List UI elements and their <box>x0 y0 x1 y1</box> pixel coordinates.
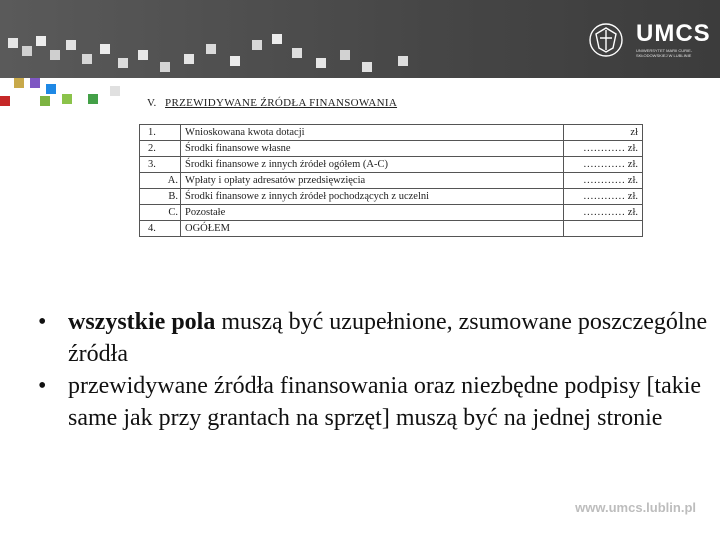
row-number: 2. <box>140 141 181 157</box>
table-row <box>140 125 643 141</box>
decor-square-green2 <box>88 94 98 104</box>
row-number: C. <box>140 205 181 221</box>
row-label: Środki finansowe z innych źródeł pochodzących z uczelni <box>181 189 564 205</box>
row-number: 4. <box>140 221 181 237</box>
section-title <box>147 97 397 109</box>
row-amount: zł <box>564 125 643 141</box>
decor-square <box>100 44 110 54</box>
decor-square <box>36 36 46 46</box>
row-amount: ………… zł. <box>564 141 643 157</box>
row-label: Pozostałe <box>181 205 564 221</box>
bullet-item <box>38 370 708 434</box>
decor-square <box>66 40 76 50</box>
row-amount: ………… zł. <box>564 189 643 205</box>
decor-square <box>230 56 240 66</box>
table-row <box>140 189 643 205</box>
financing-table <box>139 124 643 237</box>
decor-square-lightgreen <box>62 94 72 104</box>
decor-square <box>118 58 128 68</box>
decor-square <box>362 62 372 72</box>
bullet-item <box>38 306 708 370</box>
row-label: Środki finansowe własne <box>181 141 564 157</box>
section-heading: PRZEWIDYWANE ŹRÓDŁA FINANSOWANIA <box>165 97 398 109</box>
crest-icon <box>590 24 622 56</box>
footer-url: www.umcs.lublin.pl <box>575 500 696 515</box>
decor-square <box>82 54 92 64</box>
bullet-marker: • <box>38 309 47 335</box>
table-row <box>140 221 643 237</box>
decor-square <box>340 50 350 60</box>
table-row <box>140 173 643 189</box>
decor-square-purple <box>30 78 40 88</box>
decor-square <box>272 34 282 44</box>
row-label: Środki finansowe z innych źródeł ogółem (A-C) <box>181 157 564 173</box>
row-amount: ………… zł. <box>564 205 643 221</box>
decor-square-blue <box>46 84 56 94</box>
bullet-list <box>38 306 708 434</box>
bullet-text: przewidywane źródła finansowania oraz niezbędne podpisy [takie same jak przy grantach na sprzęt] muszą być na jednej stronie <box>68 373 702 431</box>
logo-name: UMCS <box>636 20 711 47</box>
decor-square <box>138 50 148 60</box>
decor-square <box>206 44 216 54</box>
decor-square <box>50 50 60 60</box>
row-number: 1. <box>140 125 181 141</box>
row-amount: ………… zł. <box>564 173 643 189</box>
decor-square <box>160 62 170 72</box>
row-amount <box>564 221 643 237</box>
row-number: B. <box>140 189 181 205</box>
table-row <box>140 205 643 221</box>
row-number: 3. <box>140 157 181 173</box>
decor-square <box>316 58 326 68</box>
table-row <box>140 141 643 157</box>
row-amount: ………… zł. <box>564 157 643 173</box>
decor-square-gold <box>14 78 24 88</box>
row-label: Wpłaty i opłaty adresatów przedsięwzięcia <box>181 173 564 189</box>
bullet-bold-text: wszystkie pola <box>68 309 216 335</box>
decor-square <box>398 56 408 66</box>
section-number: V. <box>147 97 157 109</box>
row-label: Wnioskowana kwota dotacji <box>181 125 564 141</box>
decor-square <box>22 46 32 56</box>
decor-square-grey <box>110 86 120 96</box>
row-label: OGÓŁEM <box>181 221 564 237</box>
logo-subtitle: UNIWERSYTET MARII CURIE-SKŁODOWSKIEJ W LUBLINIE <box>636 48 693 58</box>
row-number: A. <box>140 173 181 189</box>
decor-square <box>8 38 18 48</box>
decor-square-green <box>40 96 50 106</box>
decor-square <box>252 40 262 50</box>
decor-square <box>292 48 302 58</box>
bullet-text: muszą być uzupełnione, zsumowane poszczególne źródła <box>68 309 708 367</box>
table-row <box>140 157 643 173</box>
decor-square <box>184 54 194 64</box>
decor-square-red <box>0 96 10 106</box>
bullet-marker: • <box>38 373 47 399</box>
